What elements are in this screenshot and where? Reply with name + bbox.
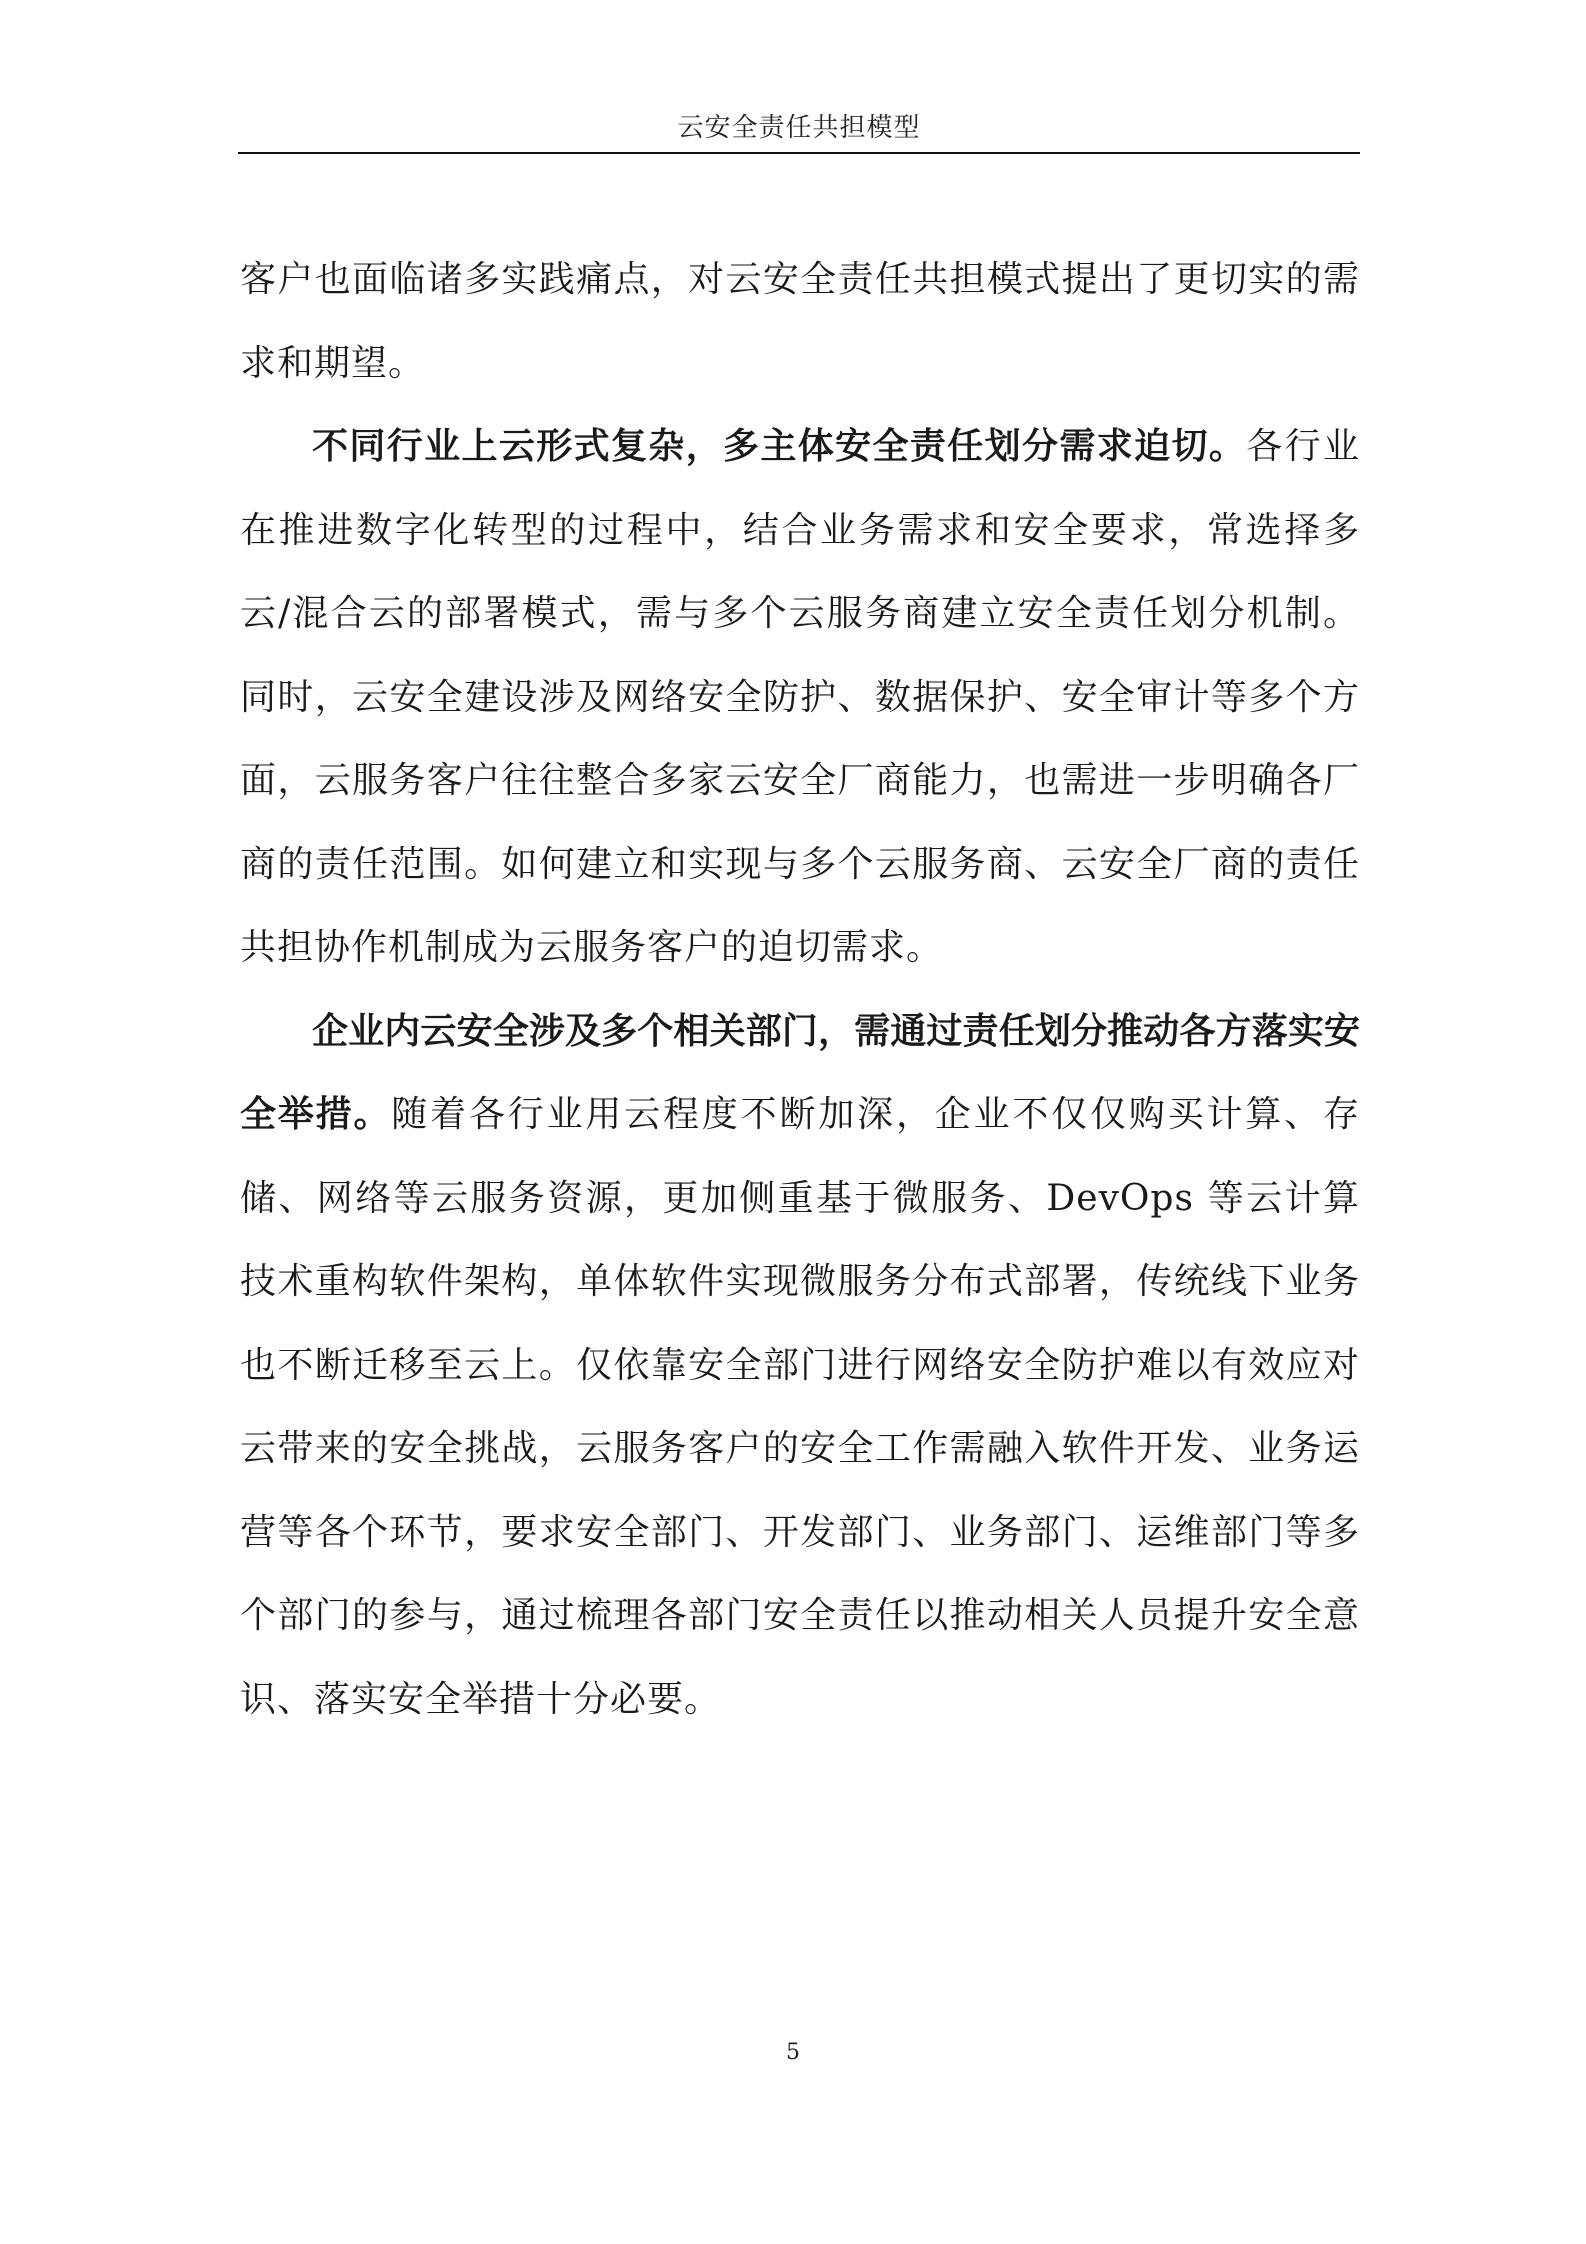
paragraph-text: 各行业在推进数字化转型的过程中，结合业务需求和安全要求，常选择多云/混合云的部署模式，需与多个云服务商建立安全责任划分机制。同时，云安全建设涉及网络安全防护、数据保护、安全审计等多个方面，云服务客户往往整合多家云安全厂商能力，也需进一步明确各厂商的责任范围。如何建立和实现与多个云服务商、云安全厂商的责任共担协作机制成为云服务客户的迫切需求。 — [240, 426, 1360, 968]
paragraph-heading: 企业内云安全涉及多个相关部门，需通过责任划分推动各方落实安全举措。 — [240, 1010, 1360, 1135]
page-number: 5 — [786, 2040, 800, 2065]
paragraph-continuation — [240, 238, 1360, 405]
paragraph-text: 随着各行业用云程度不断加深，企业不仅仅购买计算、存储、网络等云服务资源，更加侧重基于微服务、DevOps 等云计算技术重构软件架构，单体软件实现微服务分布式部署，传统线下业务也不断迁移至云上。仅依靠安全部门进行网络安全防护难以有效应对云带来的安全挑战，云服务客户的安全工作需融入软件开发、业务运营等各个环节，要求安全部门、开发部门、业务部门、运维部门等多个部门的参与，通过梳理各部门安全责任以推动相关人员提升安全意识、落实安全举措十分必要。 — [240, 1094, 1360, 1720]
paragraph-text: 客户也面临诸多实践痛点，对云安全责任共担模式提出了更切实的需求和期望。 — [240, 259, 1360, 384]
header-rule — [238, 152, 1360, 154]
paragraph-heading: 不同行业上云形式复杂，多主体安全责任划分需求迫切。 — [312, 426, 1247, 467]
running-header-title: 云安全责任共担模型 — [677, 113, 921, 143]
paragraph-multi-cloud — [240, 405, 1360, 990]
paragraph-departments — [240, 990, 1360, 1742]
body-text — [240, 238, 1360, 1741]
